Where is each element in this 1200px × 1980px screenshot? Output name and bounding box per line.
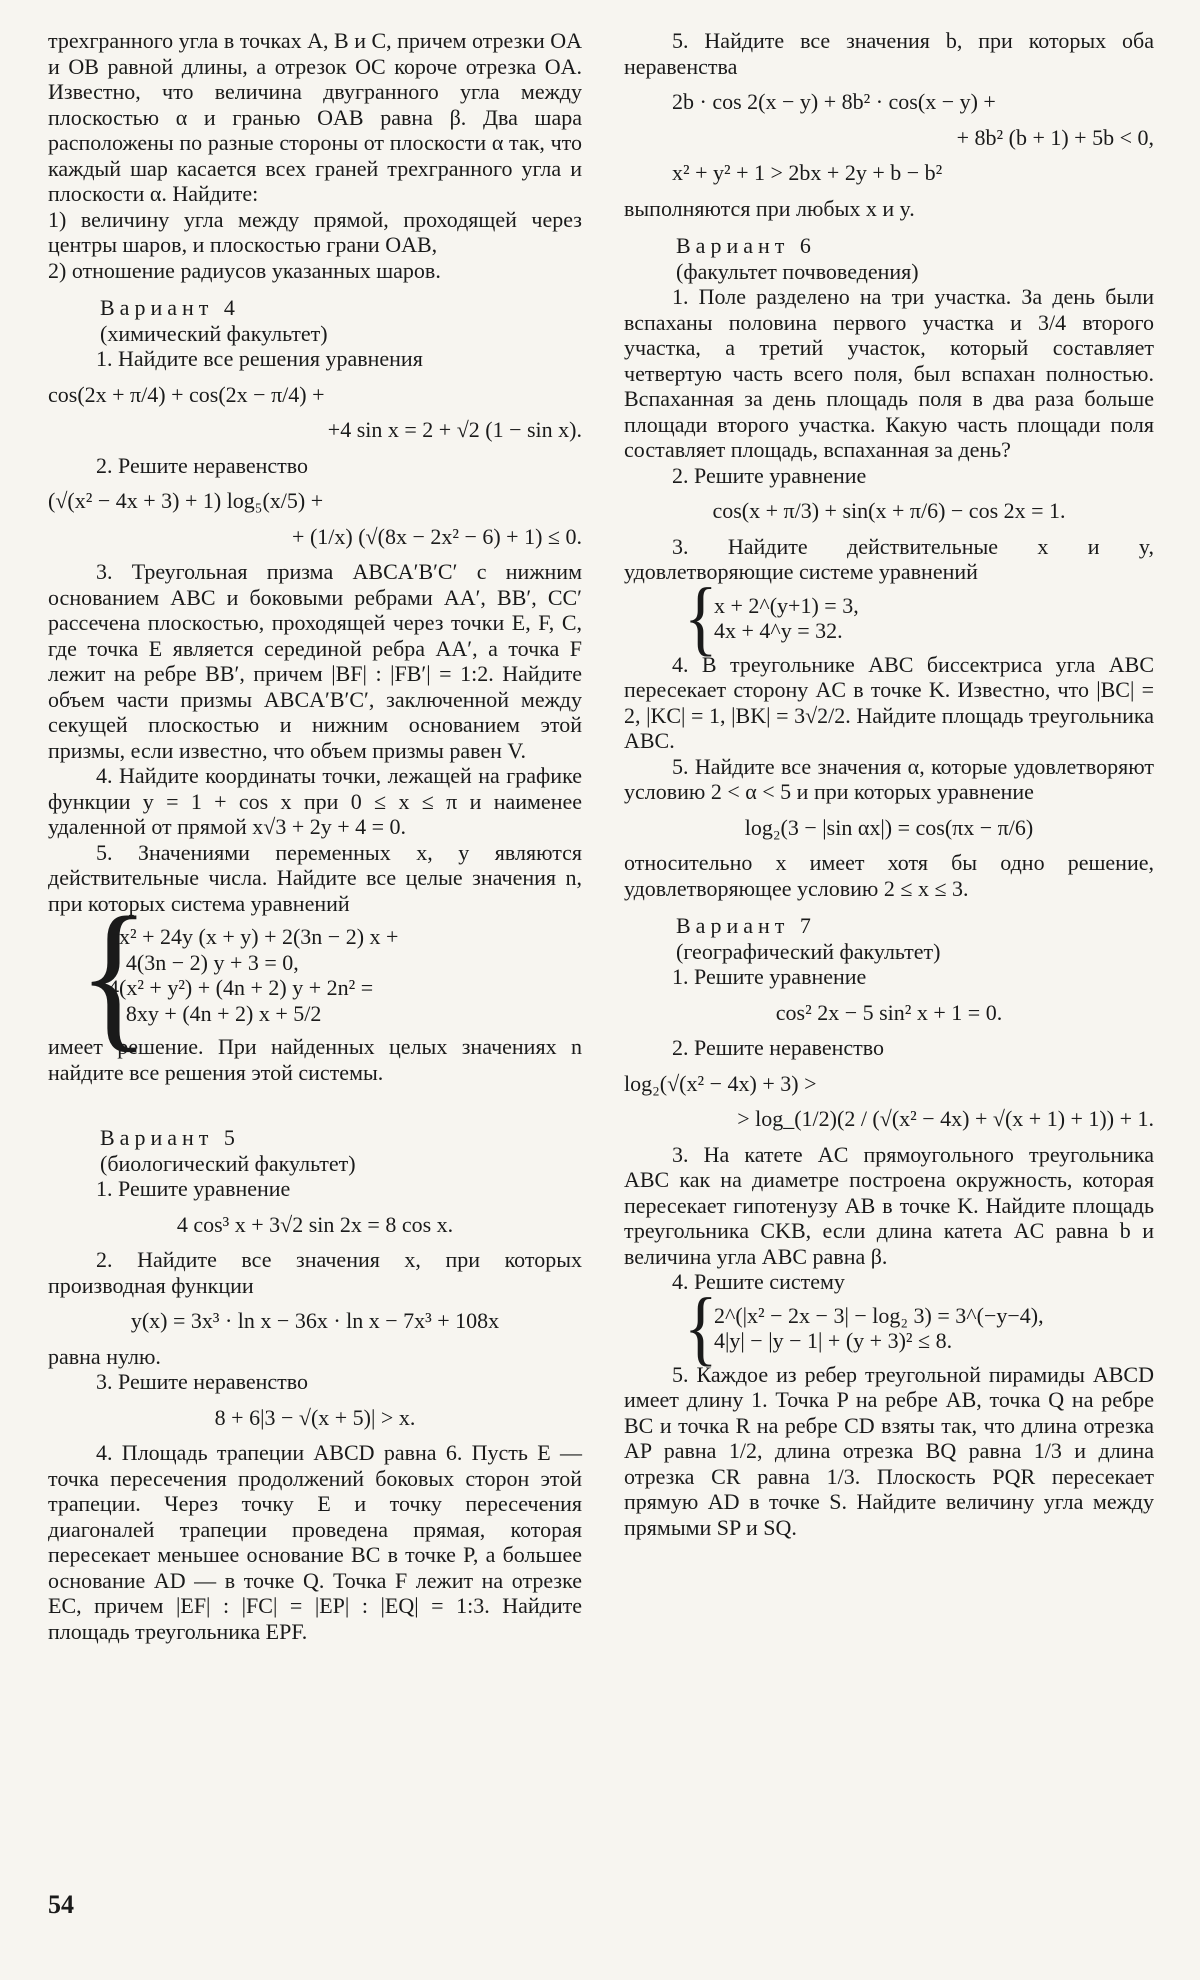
v5-problem-5-eq3: x² + y² + 1 > 2bx + 2y + b − b² <box>672 160 943 185</box>
v5-problem-1: 1. Решите уравнение <box>96 1176 291 1201</box>
v6-problem-4: 4. В треугольнике ABC биссектриса угла ABC пересекает сторону AC в точке K. Известно, что |BC| = 2, |KC| = 1, |BK| = 3√2/2. Найдите площадь треугольника ABC. <box>624 651 1154 753</box>
v7-problem-2-eq2: > log_(1/2)(2 / (√(x² − 4x) + √(x + 1) + 1)) + 1. <box>737 1106 1154 1131</box>
variant-7-title: Вариант 7 <box>676 913 816 938</box>
v5-problem-5-eq2: + 8b² (b + 1) + 5b < 0, <box>956 124 1154 150</box>
v4-problem-2: 2. Решите неравенство <box>96 452 309 478</box>
v6-problem-2: 2. Решите уравнение <box>672 462 867 488</box>
system-line: x + 2^(y+1) = 3, <box>714 592 859 618</box>
variant-6-header <box>624 233 1154 284</box>
v4-problem-1-eq2: +4 sin x = 2 + √2 (1 − sin x). <box>327 417 582 442</box>
variant-5-header <box>48 1125 582 1176</box>
v5-problem-3-eq: 8 + 6|3 − √(x + 5)| > x. <box>214 1404 416 1430</box>
v7-problem-2-eq1: log₂(√(x² − 4x) + 3) > <box>624 1070 817 1096</box>
system-line: 2^(|x² − 2x − 3| − log₂ 3) = 3^(−y−4), <box>714 1302 1044 1328</box>
v4-problem-3: 3. Треугольная призма ABCA′B′C′ с нижним основанием ABC и боковыми ребрами AA′, BB′, CC′ рассечена плоскостью, проходящей через точки E, F, C, где точка E является серединой ребра AA′, а точка F лежит на ребре BB′, причем |BF| : |FB′| = 1:2. Найдите объем части призмы ABCA′B′C′, заключенной между секущей плоскостью и нижним основанием этой призмы, если известно, что объем призмы равен V. <box>48 559 582 763</box>
variant-6-title: Вариант 6 <box>676 233 816 258</box>
variant-7-header <box>624 913 1154 964</box>
right-column <box>624 28 1154 1540</box>
v6-problem-3: 3. Найдите действительные x и y, удовлетворяющие системе уравнений <box>624 533 1154 584</box>
v7-problem-2: 2. Решите неравенство <box>672 1035 885 1060</box>
v4-problem-4: 4. Найдите координаты точки, лежащей на графике функции y = 1 + cos x при 0 ≤ x ≤ π и наименее удаленной от прямой x√3 + 2y + 4 = 0. <box>48 763 582 839</box>
v4-problem-5-end: имеет решение. При найденных целых значениях n найдите все решения этой системы. <box>48 1034 582 1085</box>
v6-problem-5-end: относительно x имеет хотя бы одно решение, удовлетворяющее условию 2 ≤ x ≤ 3. <box>624 850 1154 901</box>
left-column <box>48 28 582 1644</box>
variant-4-header <box>48 295 582 346</box>
v6-problem-2-eq: cos(x + π/3) + sin(x + π/6) − cos 2x = 1. <box>712 498 1066 523</box>
v6-problem-3-system <box>684 571 1154 664</box>
v7-problem-4: 4. Решите систему <box>672 1269 845 1294</box>
brace-icon: { <box>684 1281 718 1374</box>
variant-4-title: Вариант 4 <box>100 295 240 320</box>
intro-paragraph: трехгранного угла в точках A, B и C, причем отрезки OA и OB равной длины, а отрезок OC короче отрезка OA. Известно, что величина двугранного угла между плоскостью α и гранью OAB равна β. Два шара расположены по разные стороны от плоскости α так, что каждый шар касается всех граней трехгранного угла и плоскости α. Найдите: <box>48 28 583 206</box>
variant-5-faculty: (биологический факультет) <box>100 1150 356 1176</box>
v5-problem-5-eq1: 2b · cos 2(x − y) + 8b² · cos(x − y) + <box>672 89 996 114</box>
system-line: = 8xy + (4n + 2) x + 5/2 <box>108 1000 322 1026</box>
v4-problem-2-eq1: (√(x² − 4x + 3) + 1) log₅(x/5) + <box>48 488 324 513</box>
v5-problem-4: 4. Площадь трапеции ABCD равна 6. Пусть E — точка пересечения продолжений боковых сторон этой трапеции. Через точку E и точку пересечения диагоналей трапеции проведена прямая, которая пересекает меньшее основание BC в точке P, а большее основание AD — в точке Q. Точка F лежит на отрезке EC, причем |EF| : |FC| = |EP| : |EQ| = 1:3. Найдите площадь треугольника EPF. <box>48 1440 582 1644</box>
v5-problem-2-end: равна нулю. <box>48 1343 161 1369</box>
v7-problem-1: 1. Решите уравнение <box>672 964 867 989</box>
v5-problem-2: 2. Найдите все значения x, при которых производная функции <box>48 1247 582 1298</box>
page-number: 54 <box>48 1890 74 1919</box>
v5-problem-3: 3. Решите неравенство <box>96 1369 309 1394</box>
v7-problem-1-eq: cos² 2x − 5 sin² x + 1 = 0. <box>775 999 1003 1025</box>
system-line: 4|y| − |y − 1| + (y + 3)² ≤ 8. <box>714 1328 953 1353</box>
brace-icon: { <box>684 571 718 664</box>
intro-item-2: 2) отношение радиусов указанных шаров. <box>48 257 441 283</box>
v5-problem-2-eq: y(x) = 3x³ · ln x − 36x · ln x − 7x³ + 108x <box>130 1308 500 1333</box>
system-line: 6x² + 24y (x + y) + 2(3n − 2) x + <box>108 924 399 949</box>
v6-problem-5-eq: log₂(3 − |sin αx|) = cos(πx − π/6) <box>744 814 1034 840</box>
v5-problem-5-end: выполняются при любых x и y. <box>624 195 915 221</box>
v5-problem-5: 5. Найдите все значения b, при которых оба неравенства <box>624 28 1154 79</box>
system-line: + 4(3n − 2) y + 3 = 0, <box>108 949 299 975</box>
v6-problem-1: 1. Поле разделено на три участка. За день были вспаханы половина первого участка и 3/4 второго участка, а третий участок, который составляет четвертую часть всего поля, был вспахан полностью. Вспаханная за день площадь поля в два раза больше площади второго участка. Какую часть площади поля составляет площадь, вспаханная за день? <box>624 284 1154 462</box>
v7-problem-3: 3. На катете AC прямоугольного треугольника ABC как на диаметре построена окружность, которая пересекает гипотенузу AB в точке K. Найдите площадь треугольника CKB, если длина катета AC равна b и величина угла ABC равна β. <box>624 1141 1154 1269</box>
v4-problem-1-eq1: cos(2x + π/4) + cos(2x − π/4) + <box>48 381 325 407</box>
variant-5-title: Вариант 5 <box>100 1125 240 1150</box>
variant-7-faculty: (географический факультет) <box>676 938 941 964</box>
v5-problem-1-eq: 4 cos³ x + 3√2 sin 2x = 8 cos x. <box>176 1211 454 1237</box>
v7-problem-5: 5. Каждое из ребер треугольной пирамиды ABCD имеет длину 1. Точка P на ребре AB, точка Q на ребре BC и точка R на ребре CD взяты так, что длина отрезка AP равна 1/2, длина отрезка BQ равна 1/3 и длина отрезка CR равна 1/3. Плоскость PQR пересекает прямую AD в точке S. Найдите величину угла между прямыми SP и SQ. <box>624 1361 1154 1540</box>
variant-6-faculty: (факультет почвоведения) <box>676 258 919 284</box>
v6-problem-5: 5. Найдите все значения α, которые удовлетворяют условию 2 < α < 5 и при которых уравнение <box>624 753 1154 804</box>
system-line: 4(x² + y²) + (4n + 2) y + 2n² = <box>108 975 374 1000</box>
v4-problem-2-eq2: + (1/x) (√(8x − 2x² − 6) + 1) ≤ 0. <box>292 523 582 549</box>
system-line: 4x + 4^y = 32. <box>714 618 843 643</box>
brace-icon: { <box>78 883 150 1067</box>
v4-problem-5: 5. Значениями переменных x, y являются действительные числа. Найдите все целые значения n, при которых система уравнений <box>48 839 582 916</box>
intro-item-1: 1) величину угла между прямой, проходящей через центры шаров, и плоскостью грани OAB, <box>48 206 582 257</box>
v7-problem-4-system <box>684 1281 1154 1374</box>
v4-problem-1: 1. Найдите все решения уравнения <box>96 346 423 371</box>
variant-4-faculty: (химический факультет) <box>100 320 328 346</box>
